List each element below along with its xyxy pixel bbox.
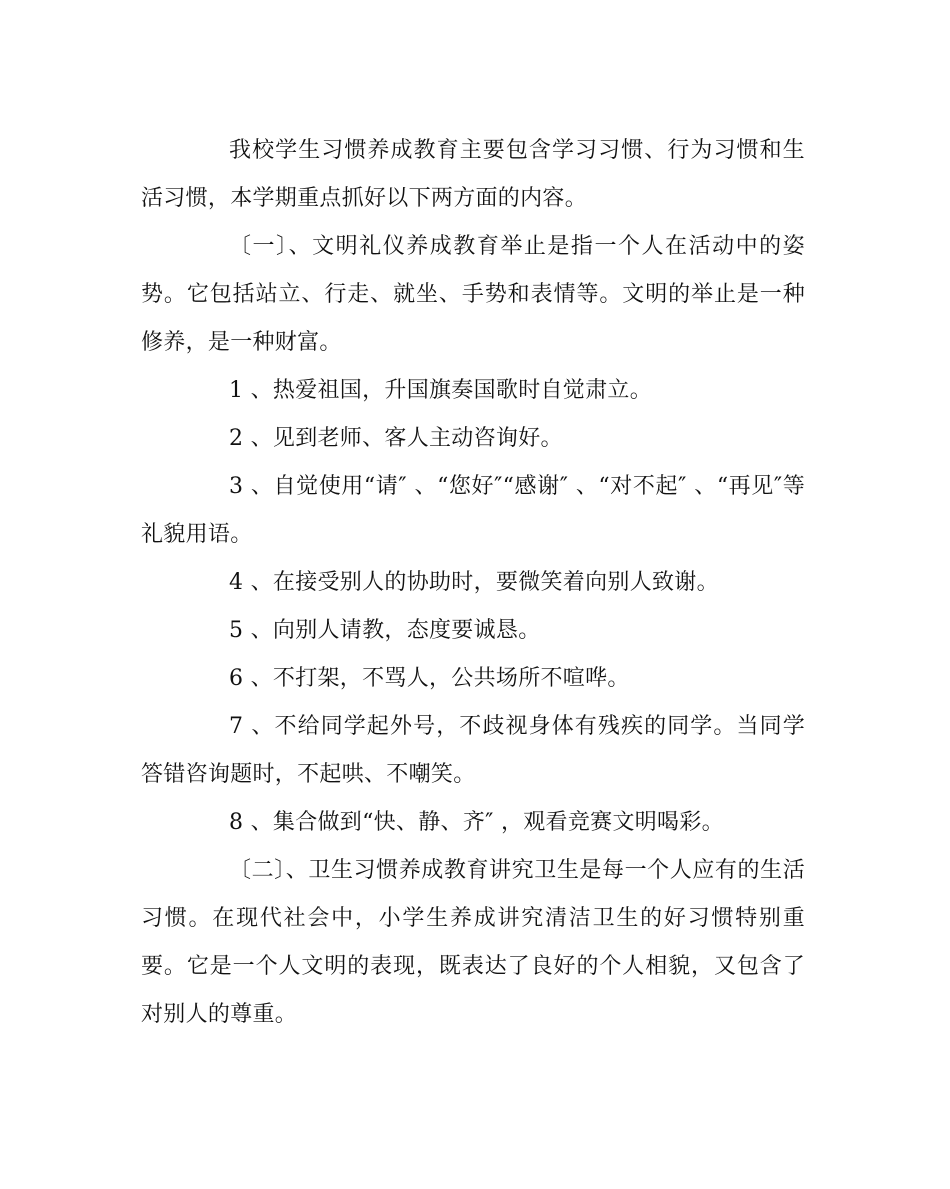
document-body — [141, 127, 805, 1039]
list-item-4: 4 、在接受别人的协助时，要微笑着向别人致谢。 — [229, 570, 719, 595]
list-item-3: 3 、自觉使用“请″ 、“您好″“感谢″ 、“对不起″ 、“再见″等礼貌用语。 — [141, 474, 805, 547]
list-item-6: 6 、不打架，不骂人，公共场所不喧哗。 — [229, 666, 630, 691]
list-item-8: 8 、集合做到“快、静、齐″ ，观看竞赛文明喝彩。 — [229, 810, 724, 835]
list-item-5: 5 、向别人请教，态度要诚恳。 — [229, 618, 541, 643]
paragraph-section-one: 〔一〕、文明礼仪养成教育举止是指一个人在活动中的姿势。它包括站立、行走、就坐、手势和表情等。文明的举止是一种修养，是一种财富。 — [141, 234, 805, 355]
list-item-2: 2 、见到老师、客人主动咨询好。 — [229, 426, 563, 451]
paragraph-intro: 我校学生习惯养成教育主要包含学习习惯、行为习惯和生活习惯，本学期重点抓好以下两方面的内容。 — [141, 138, 805, 211]
list-item-7: 7 、不给同学起外号，不歧视身体有残疾的同学。当同学答错咨询题时，不起哄、不嘲笑。 — [141, 714, 805, 787]
paragraph-section-two: 〔二〕、卫生习惯养成教育讲究卫生是每一个人应有的生活习惯。在现代社会中，小学生养成讲究清洁卫生的好习惯特别重要。它是一个人文明的表现，既表达了良好的个人相貌，又包含了对别人的尊重。 — [141, 858, 805, 1027]
list-item-1: 1 、热爱祖国，升国旗奏国歌时自觉肃立。 — [229, 378, 652, 403]
